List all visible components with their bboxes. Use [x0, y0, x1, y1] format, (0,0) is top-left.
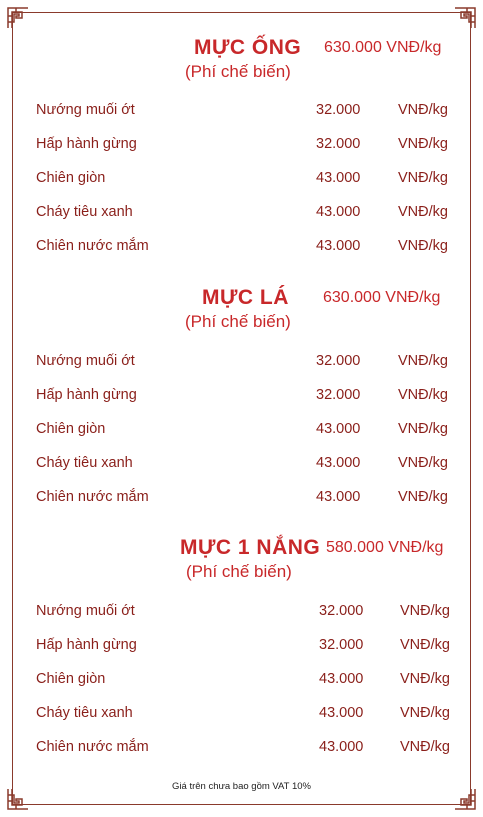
list-item	[0, 489, 483, 523]
item-name: Chiên nước mắm	[36, 739, 149, 755]
item-list	[0, 603, 483, 773]
item-unit: VNĐ/kg	[400, 705, 450, 721]
menu-section-muc-1-nang	[0, 536, 483, 755]
item-unit: VNĐ/kg	[398, 387, 448, 403]
item-name: Hấp hành gừng	[36, 637, 137, 653]
list-item	[0, 353, 483, 387]
item-unit: VNĐ/kg	[400, 637, 450, 653]
menu-section-muc-ong	[0, 36, 483, 254]
section-price: 580.000 VNĐ/kg	[326, 539, 444, 556]
item-name: Nướng muối ớt	[36, 603, 135, 619]
item-price: 43.000	[316, 421, 361, 437]
item-price: 43.000	[316, 455, 361, 471]
section-title: MỰC 1 NẮNG	[180, 536, 321, 559]
corner-ornament-icon	[452, 5, 478, 31]
item-price: 43.000	[319, 671, 364, 687]
item-unit: VNĐ/kg	[400, 671, 450, 687]
item-unit: VNĐ/kg	[400, 739, 450, 755]
item-price: 43.000	[316, 204, 361, 220]
item-price: 43.000	[319, 739, 364, 755]
list-item	[0, 705, 483, 739]
list-item	[0, 603, 483, 637]
list-item	[0, 136, 483, 170]
list-item	[0, 204, 483, 238]
item-price: 32.000	[319, 637, 364, 653]
item-name: Chiên giòn	[36, 170, 106, 186]
item-unit: VNĐ/kg	[398, 102, 448, 118]
item-price: 32.000	[319, 603, 364, 619]
item-name: Hấp hành gừng	[36, 136, 137, 152]
item-name: Chiên nước mắm	[36, 238, 149, 254]
list-item	[0, 238, 483, 272]
item-price: 43.000	[316, 489, 361, 505]
item-price: 32.000	[316, 102, 361, 118]
section-subtitle: (Phí chế biến)	[185, 62, 291, 81]
item-name: Cháy tiêu xanh	[36, 705, 133, 721]
item-unit: VNĐ/kg	[398, 353, 448, 369]
section-header	[0, 286, 483, 346]
item-unit: VNĐ/kg	[398, 238, 448, 254]
item-unit: VNĐ/kg	[398, 170, 448, 186]
item-name: Chiên giòn	[36, 671, 106, 687]
list-item	[0, 170, 483, 204]
item-name: Hấp hành gừng	[36, 387, 137, 403]
item-list	[0, 102, 483, 272]
section-price: 630.000 VNĐ/kg	[323, 289, 441, 306]
item-unit: VNĐ/kg	[398, 204, 448, 220]
list-item	[0, 671, 483, 705]
list-item	[0, 637, 483, 671]
item-unit: VNĐ/kg	[400, 603, 450, 619]
list-item	[0, 102, 483, 136]
item-price: 43.000	[316, 238, 361, 254]
section-price: 630.000 VNĐ/kg	[324, 39, 442, 56]
menu-section-muc-la	[0, 286, 483, 505]
item-list	[0, 353, 483, 523]
list-item	[0, 421, 483, 455]
item-name: Cháy tiêu xanh	[36, 204, 133, 220]
item-price: 43.000	[319, 705, 364, 721]
section-subtitle: (Phí chế biến)	[185, 312, 291, 331]
section-header	[0, 536, 483, 596]
item-price: 43.000	[316, 170, 361, 186]
section-header	[0, 36, 483, 96]
list-item	[0, 739, 483, 773]
list-item	[0, 455, 483, 489]
vat-footnote: Giá trên chưa bao gồm VAT 10%	[172, 781, 311, 792]
item-unit: VNĐ/kg	[398, 455, 448, 471]
item-name: Cháy tiêu xanh	[36, 455, 133, 471]
section-title: MỰC LÁ	[202, 286, 289, 309]
item-price: 32.000	[316, 136, 361, 152]
corner-ornament-icon	[5, 5, 31, 31]
section-subtitle: (Phí chế biến)	[186, 562, 292, 581]
list-item	[0, 387, 483, 421]
item-unit: VNĐ/kg	[398, 489, 448, 505]
item-name: Nướng muối ớt	[36, 353, 135, 369]
item-name: Chiên giòn	[36, 421, 106, 437]
item-unit: VNĐ/kg	[398, 421, 448, 437]
item-price: 32.000	[316, 353, 361, 369]
item-unit: VNĐ/kg	[398, 136, 448, 152]
item-name: Nướng muối ớt	[36, 102, 135, 118]
section-title: MỰC ỐNG	[194, 36, 302, 59]
item-name: Chiên nước mắm	[36, 489, 149, 505]
item-price: 32.000	[316, 387, 361, 403]
